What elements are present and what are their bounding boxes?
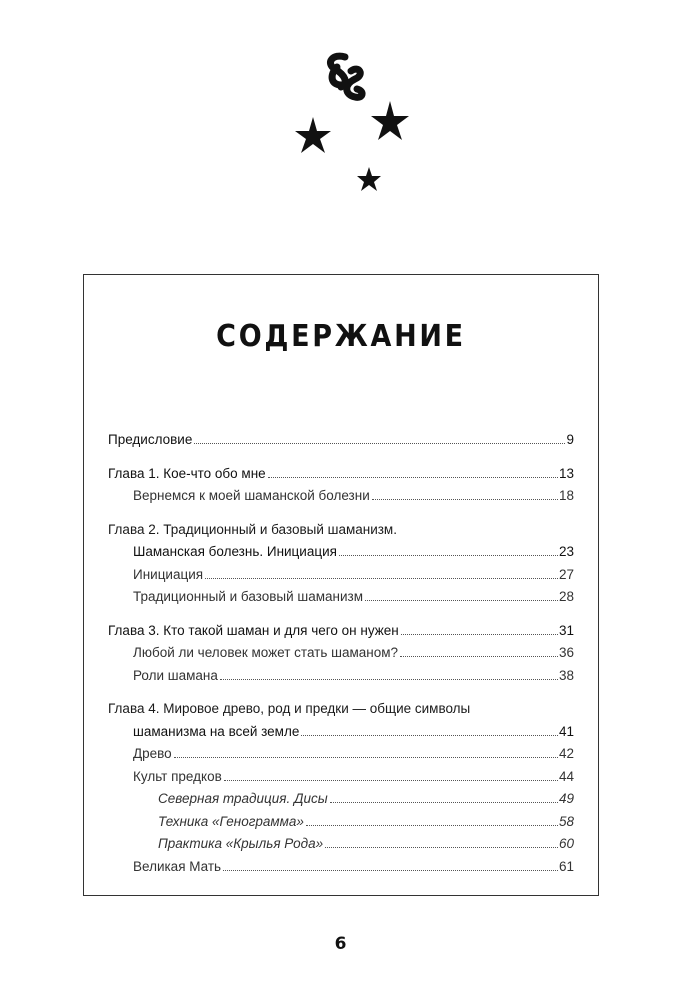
stars-and-swirl-ornament-icon [285,45,415,205]
toc-entry[interactable] [108,586,574,609]
toc-entry[interactable] [108,766,574,789]
swirl-icon [330,56,362,97]
dot-leader [224,780,558,781]
toc-entry-title: Техника «Генограмма» [158,813,304,829]
dot-leader [223,870,558,871]
toc-entry-line1: Глава 2. Традиционный и базовый шаманизм. [108,521,397,537]
toc-entry-page: 44 [558,768,574,784]
toc-entry-page: 28 [558,589,574,604]
toc-entry-line1: Глава 4. Мировое древо, род и предки — общие символы [108,701,471,716]
dot-leader [301,735,558,736]
toc-entry[interactable] [108,564,574,587]
dot-leader [330,802,558,803]
toc-entry[interactable] [108,642,574,665]
toc-entry-title: Шаманская болезнь. Инициация [133,544,337,559]
toc-entry[interactable] [108,856,574,879]
page-title: СОДЕРЖАНИЕ [216,319,466,354]
toc-entry[interactable] [108,811,574,834]
toc-entry-title: Северная традиция. Дисы [158,791,328,806]
toc-entry-title: Глава 1. Кое-что обо мне [108,465,266,481]
toc-entry-page: 36 [558,645,574,660]
toc-entry-title: шаманизма на всей земле [133,723,300,739]
section-gap [108,687,574,698]
dot-leader [365,600,558,601]
dot-leader [194,443,565,444]
toc-entry-page: 31 [558,622,574,638]
toc-entry-title: Культ предков [133,768,222,784]
dot-leader [325,847,558,848]
star-icon-left [295,117,331,153]
dot-leader [306,825,558,826]
star-icon-right [371,101,409,140]
toc-entry-page: 60 [558,836,574,851]
toc-entry[interactable] [108,743,574,766]
contents-frame [83,274,599,896]
toc-entry-title: Глава 3. Кто такой шаман и для чего он нужен [108,622,399,638]
toc-entry-page: 42 [558,746,574,761]
toc-entry-title: Традиционный и базовый шаманизм [133,589,363,604]
toc-entry[interactable] [108,541,574,564]
toc-entry[interactable] [108,463,574,486]
toc-entry-page: 61 [558,858,574,874]
toc-entry[interactable] [108,485,574,508]
dot-leader [401,634,558,635]
star-icon-bottom [357,167,381,191]
toc-entry-title: Предисловие [108,432,193,447]
dot-leader [372,499,558,500]
toc-entry-page: 23 [558,544,574,559]
toc-entry[interactable] [108,833,574,856]
section-gap [108,609,574,620]
toc-entry[interactable] [108,665,574,688]
toc-entry-title: Практика «Крылья Рода» [158,836,324,851]
toc-entry-page: 13 [558,465,574,481]
toc-entry[interactable] [108,788,574,811]
section-gap [108,508,574,519]
toc-entry-page: 18 [558,488,574,503]
toc-entry-page: 58 [558,813,574,829]
dot-leader [400,656,558,657]
toc-entry-title: Вернемся к моей шаманской болезни [133,488,370,503]
dot-leader [220,679,558,680]
toc-entry-page: 41 [558,723,574,739]
toc-entry-page: 9 [566,432,574,447]
table-of-contents [108,429,574,878]
page-number: 6 [334,934,347,954]
toc-entry[interactable] [108,721,574,744]
toc-entry-title: Инициация [133,566,204,582]
toc-entry-page: 27 [558,566,574,582]
dot-leader [268,477,558,478]
toc-entry-page: 38 [558,667,574,683]
section-gap [108,452,574,463]
toc-entry[interactable] [108,429,574,452]
toc-entry-page: 49 [558,791,574,806]
toc-entry-title: Роли шамана [133,667,218,683]
toc-entry[interactable] [108,620,574,643]
dot-leader [205,578,558,579]
dot-leader [174,757,558,758]
dot-leader [339,555,558,556]
toc-entry-title: Любой ли человек может стать шаманом? [133,645,399,660]
toc-entry-title: Древо [133,746,172,761]
toc-entry-title: Великая Мать [133,858,222,874]
